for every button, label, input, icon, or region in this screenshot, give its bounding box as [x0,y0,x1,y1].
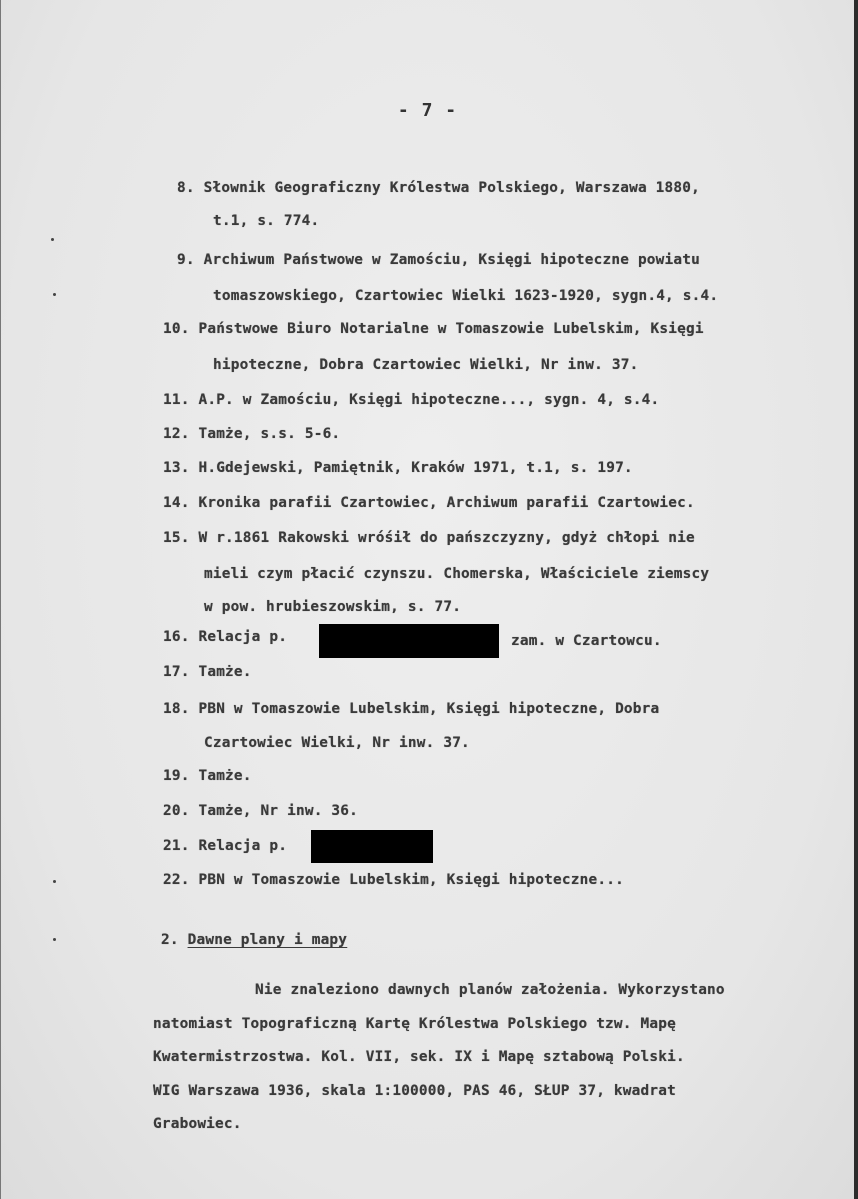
paragraph-line-2: natomiast Topograficzną Kartę Królestwa Polskiego tzw. Mapę [153,1016,676,1032]
footnote-text: Tamże, s.s. 5-6. [198,426,341,442]
footnote-text: A.P. w Zamościu, Księgi hipoteczne..., sygn. 4, s.4. [198,392,660,408]
margin-speck [53,938,56,941]
footnote-text: H.Gdejewski, Pamiętnik, Kraków 1971, t.1, s. 197. [198,460,633,476]
footnote-9-cont: tomaszowskiego, Czartowiec Wielki 1623-1920, sygn.4, s.4. [213,288,719,304]
margin-speck [53,293,56,296]
paragraph-line-5: Grabowiec. [153,1116,242,1132]
redaction-bar [311,830,433,863]
margin-speck [51,238,54,241]
footnote-number: 13. [163,460,190,476]
footnote-number: 8. [177,180,195,196]
footnote-12 [163,426,340,442]
paragraph-line-4: WIG Warszawa 1936, skala 1:100000, PAS 46, SŁUP 37, kwadrat [153,1083,676,1099]
footnote-15-cont-1: mieli czym płacić czynszu. Chomerska, Właściciele ziemscy [204,566,710,582]
footnote-text: Archiwum Państwowe w Zamościu, Księgi hipoteczne powiatu [203,252,700,268]
footnote-17 [163,664,252,680]
margin-speck [53,880,56,883]
footnote-text: PBN w Tomaszowie Lubelskim, Księgi hipoteczne, Dobra [198,701,660,717]
footnote-text: W r.1861 Rakowski wróśił do pańszczyzny, gdyż chłopi nie [198,530,695,546]
footnote-16 [163,629,287,645]
footnote-text: Relacja p. [198,838,288,854]
footnote-15-cont-2: w pow. hrubieszowskim, s. 77. [204,599,462,615]
footnote-21 [163,838,287,854]
footnote-number: 18. [163,701,190,717]
footnote-text: Tamże. [198,664,252,680]
paragraph-line-3: Kwatermistrzostwa. Kol. VII, sek. IX i Mapę sztabową Polski. [153,1049,685,1065]
footnote-number: 20. [163,803,190,819]
footnote-number: 12. [163,426,190,442]
footnote-number: 9. [177,252,195,268]
section-title: Dawne plany i mapy [187,932,348,948]
footnote-10 [163,321,704,337]
footnote-19 [163,768,252,784]
footnote-16-cont: zam. w Czartowcu. [511,633,662,649]
footnote-9 [177,252,700,268]
section-heading [161,932,347,948]
footnote-10-cont: hipoteczne, Dobra Czartowiec Wielki, Nr inw. 37. [213,357,639,373]
footnote-text: Tamże, Nr inw. 36. [198,803,359,819]
footnote-text: Państwowe Biuro Notarialne w Tomaszowie Lubelskim, Księgi [198,321,704,337]
redaction-bar [319,624,499,658]
footnote-text: PBN w Tomaszowie Lubelskim, Księgi hipoteczne... [198,872,624,888]
footnote-20 [163,803,358,819]
footnote-number: 19. [163,768,190,784]
footnote-18 [163,701,659,717]
footnote-text: Kronika parafii Czartowiec, Archiwum parafii Czartowiec. [198,495,695,511]
paragraph-line-1: Nie znaleziono dawnych planów założenia. Wykorzystano [255,982,725,998]
footnote-number: 21. [163,838,190,854]
section-number: 2. [161,932,179,948]
footnote-13 [163,460,633,476]
footnote-8-cont: t.1, s. 774. [213,213,320,229]
footnote-number: 17. [163,664,190,680]
footnote-18-cont: Czartowiec Wielki, Nr inw. 37. [204,735,470,751]
footnote-15 [163,530,695,546]
footnote-8 [177,180,700,196]
footnote-22 [163,872,624,888]
footnote-number: 22. [163,872,190,888]
footnote-text: Słownik Geograficzny Królestwa Polskiego, Warszawa 1880, [203,180,700,196]
footnote-text: Tamże. [198,768,252,784]
footnote-number: 10. [163,321,190,337]
footnote-number: 11. [163,392,190,408]
footnote-11 [163,392,659,408]
footnote-number: 16. [163,629,190,645]
footnote-text: Relacja p. [198,629,288,645]
page-number: - 7 - [397,100,458,121]
footnote-number: 14. [163,495,190,511]
footnote-14 [163,495,695,511]
footnote-number: 15. [163,530,190,546]
